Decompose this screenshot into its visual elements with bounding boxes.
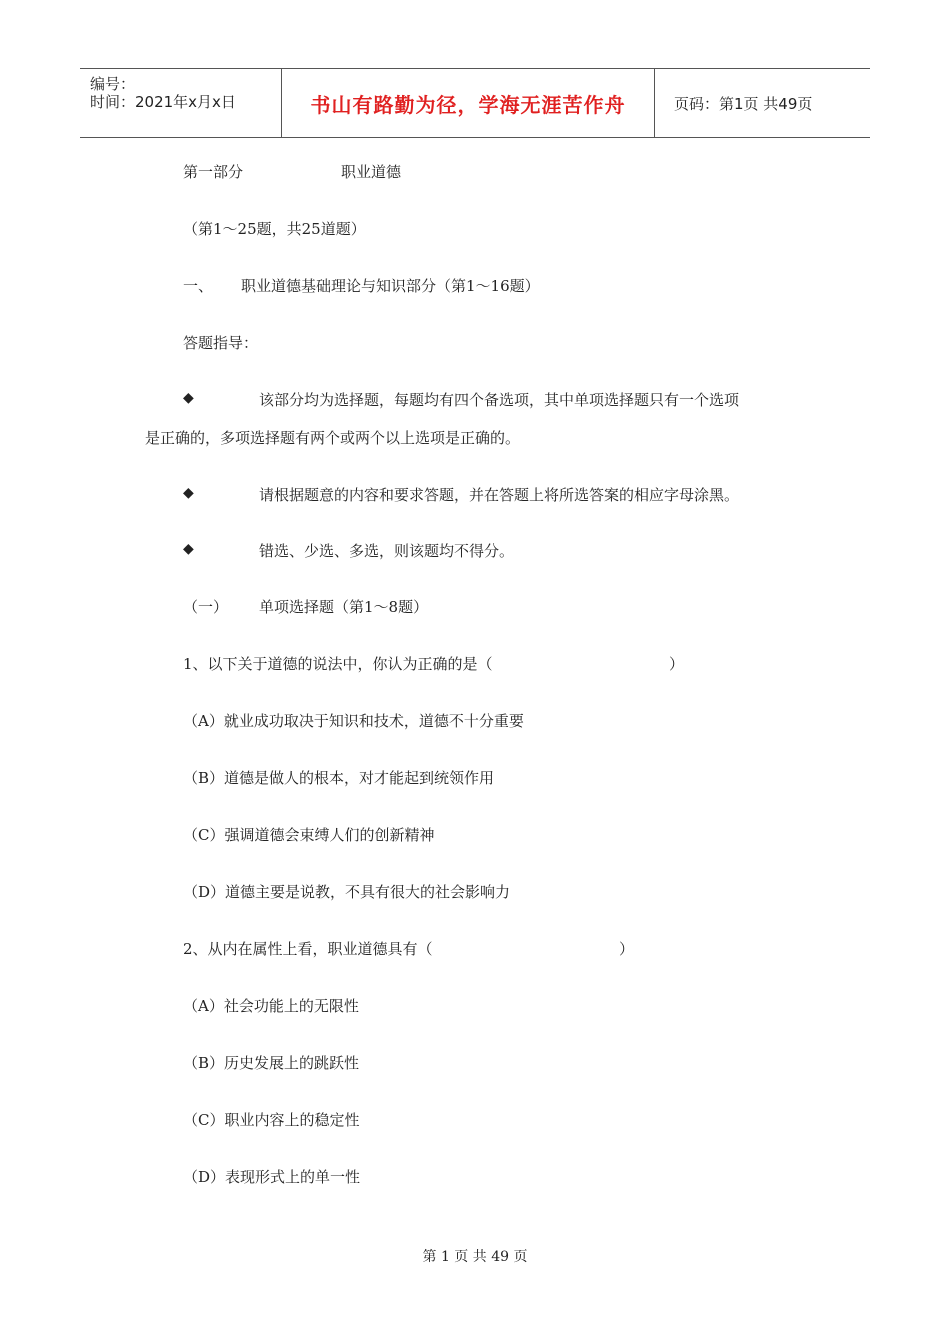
doc-date-label: 时间：2021年x月x日 xyxy=(90,93,236,111)
guide-title: 答题指导： xyxy=(183,334,259,352)
question-stem: 1、以下关于道德的说法中，你认为正确的是（ xyxy=(183,655,493,673)
option-c: （C）强调道德会束缚人们的创新精神 xyxy=(183,826,435,844)
page-footer: 第 1 页 共 49 页 xyxy=(422,1249,528,1265)
header-page-label xyxy=(664,69,870,137)
doc-number-label: 编号： xyxy=(90,75,136,93)
header-meta xyxy=(80,69,280,137)
question-stem: 2、从内在属性上看，职业道德具有（ xyxy=(183,940,433,958)
part-label: 第一部分 xyxy=(183,163,244,181)
subsection-title: 职业道德基础理论与知识部分（第1～16题） xyxy=(241,277,540,295)
page-count: 页码：第1页 共49页 xyxy=(674,94,813,113)
bullet-text-1a: 该部分均为选择题，每题均有四个备选项，其中单项选择题只有一个选项 xyxy=(259,391,740,409)
single-choice-number: （一） xyxy=(183,598,229,616)
option-b: （B）历史发展上的跳跃性 xyxy=(183,1054,360,1072)
bullet-text-2: 请根据题意的内容和要求答题，并在答题上将所选答案的相应字母涂黑。 xyxy=(259,486,740,504)
question-range: （第1～25题，共25道题） xyxy=(183,220,366,238)
bullet-text-1b: 是正确的，多项选择题有两个或两个以上选项是正确的。 xyxy=(145,429,521,447)
option-a: （A）社会功能上的无限性 xyxy=(183,997,359,1015)
page-header xyxy=(80,68,870,138)
bullet-text-3: 错选、少选、多选，则该题均不得分。 xyxy=(259,542,515,560)
bullet-diamond-icon: ◆ xyxy=(183,390,194,406)
part-title: 职业道德 xyxy=(341,163,402,181)
bullet-diamond-icon: ◆ xyxy=(183,541,194,557)
option-a: （A）就业成功取决于知识和技术，道德不十分重要 xyxy=(183,712,524,730)
bullet-diamond-icon: ◆ xyxy=(183,485,194,501)
question-close: ） xyxy=(619,940,635,958)
question-close: ） xyxy=(669,655,685,673)
option-d: （D）道德主要是说教，不具有很大的社会影响力 xyxy=(183,883,511,901)
header-motto: 书山有路勤为径，学海无涯苦作舟 xyxy=(281,69,655,137)
option-c: （C）职业内容上的稳定性 xyxy=(183,1111,360,1129)
subsection-number: 一、 xyxy=(183,277,214,295)
option-b: （B）道德是做人的根本，对才能起到统领作用 xyxy=(183,769,495,787)
option-d: （D）表现形式上的单一性 xyxy=(183,1168,361,1186)
single-choice-title: 单项选择题（第1～8题） xyxy=(259,598,429,616)
